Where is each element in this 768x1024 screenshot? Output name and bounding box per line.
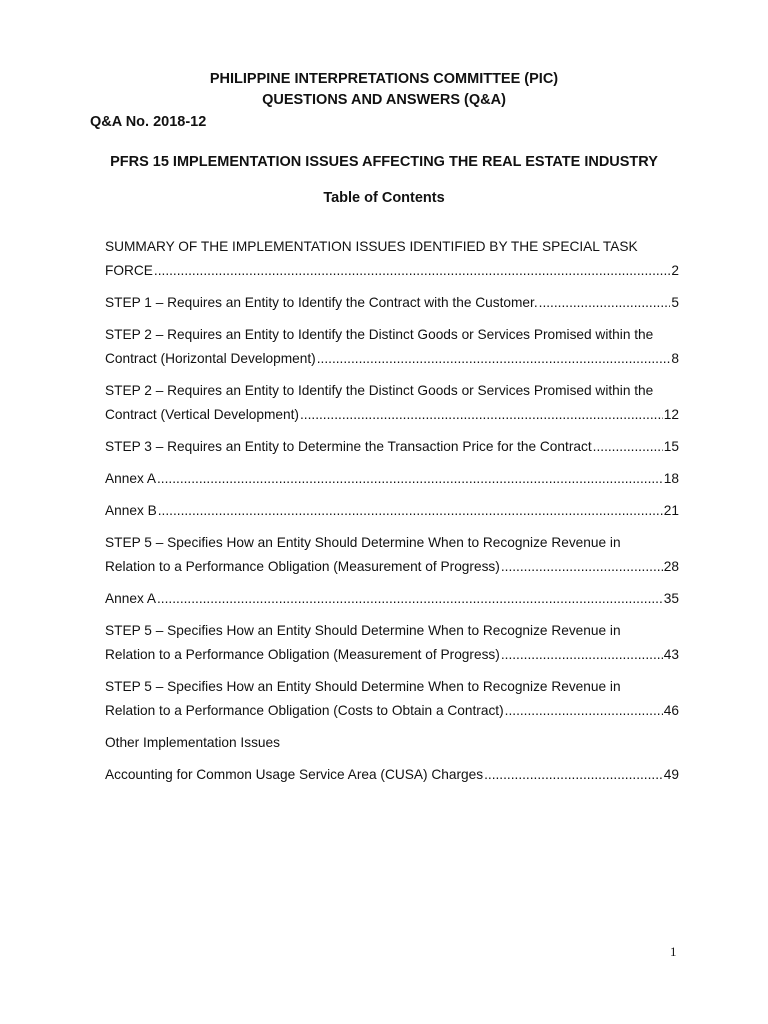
- toc-entry-text: Accounting for Common Usage Service Area (CUSA) Charges: [105, 767, 484, 782]
- toc-entry-step2-horizontal[interactable]: [105, 323, 679, 371]
- qa-number: Q&A No. 2018-12: [90, 114, 207, 130]
- committee-heading: PHILIPPINE INTERPRETATIONS COMMITTEE (PIC): [209, 71, 559, 87]
- toc-entry-text: Contract (Horizontal Development): [105, 351, 316, 366]
- toc-entry-summary[interactable]: [105, 235, 679, 283]
- toc-entry-text-first: STEP 2 – Requires an Entity to Identify the Distinct Goods or Services Promised within the: [105, 327, 654, 342]
- toc-entry-text: Annex B: [105, 503, 157, 518]
- document-subject: PFRS 15 IMPLEMENTATION ISSUES AFFECTING THE REAL ESTATE INDUSTRY: [110, 154, 658, 170]
- toc-entry-step5-progress-2[interactable]: [105, 619, 679, 667]
- toc-entry-text: Annex A: [105, 471, 156, 486]
- toc-entry-step5-costs[interactable]: [105, 675, 679, 723]
- dot-leader: [300, 403, 663, 427]
- toc-entry-text: FORCE: [105, 263, 153, 278]
- toc-entry-text: Annex A: [105, 591, 156, 606]
- dot-leader: [539, 291, 671, 315]
- toc-page-number: 43: [663, 647, 679, 662]
- toc-entry-text-first: STEP 2 – Requires an Entity to Identify the Distinct Goods or Services Promised within the: [105, 383, 654, 398]
- toc-entry-cusa[interactable]: [105, 763, 679, 787]
- toc-page-number: 5: [671, 295, 679, 310]
- toc-page-number: 18: [663, 471, 679, 486]
- toc-entry-step1[interactable]: [105, 291, 679, 315]
- toc-section-other-issues: [105, 731, 679, 755]
- toc-page-number: 35: [663, 591, 679, 606]
- toc-entry-annex-a[interactable]: [105, 467, 679, 491]
- toc-entry-text: Relation to a Performance Obligation (Costs to Obtain a Contract): [105, 703, 504, 718]
- toc-entry-step3[interactable]: [105, 435, 679, 459]
- dot-leader: [484, 763, 663, 787]
- dot-leader: [157, 587, 663, 611]
- toc-page-number: 46: [663, 703, 679, 718]
- toc-page-number: 12: [663, 407, 679, 422]
- toc-entry-text: STEP 3 – Requires an Entity to Determine the Transaction Price for the Contract: [105, 439, 592, 454]
- qa-heading: QUESTIONS AND ANSWERS (Q&A): [262, 92, 506, 108]
- dot-leader: [501, 555, 663, 579]
- dot-leader: [317, 347, 671, 371]
- toc-page-number: 28: [663, 559, 679, 574]
- toc-entry-text: Relation to a Performance Obligation (Measurement of Progress): [105, 559, 500, 574]
- toc-page-number: 2: [671, 263, 679, 278]
- toc-page-number: 21: [663, 503, 679, 518]
- dot-leader: [154, 259, 670, 283]
- toc-entry-text: Contract (Vertical Development): [105, 407, 299, 422]
- toc-entry-step5-progress[interactable]: [105, 531, 679, 579]
- dot-leader: [505, 699, 663, 723]
- table-of-contents: [105, 235, 679, 795]
- dot-leader: [593, 435, 663, 459]
- toc-entry-text: STEP 1 – Requires an Entity to Identify the Contract with the Customer.: [105, 295, 538, 310]
- toc-title: Table of Contents: [323, 190, 445, 206]
- toc-page-number: 8: [671, 351, 679, 366]
- page-number: 1: [670, 944, 677, 959]
- toc-entry-text-first: STEP 5 – Specifies How an Entity Should Determine When to Recognize Revenue in: [105, 535, 621, 550]
- dot-leader: [158, 499, 663, 523]
- toc-entry-text: Relation to a Performance Obligation (Measurement of Progress): [105, 647, 500, 662]
- toc-entry-text-first: STEP 5 – Specifies How an Entity Should Determine When to Recognize Revenue in: [105, 679, 621, 694]
- toc-entry-annex-a-2[interactable]: [105, 587, 679, 611]
- toc-page-number: 49: [663, 767, 679, 782]
- toc-page-number: 15: [663, 439, 679, 454]
- toc-entry-step2-vertical[interactable]: [105, 379, 679, 427]
- toc-entry-annex-b[interactable]: [105, 499, 679, 523]
- toc-entry-text-first: STEP 5 – Specifies How an Entity Should Determine When to Recognize Revenue in: [105, 623, 621, 638]
- dot-leader: [501, 643, 663, 667]
- toc-section-label: Other Implementation Issues: [105, 735, 280, 750]
- toc-entry-text-first: SUMMARY OF THE IMPLEMENTATION ISSUES IDENTIFIED BY THE SPECIAL TASK: [105, 239, 638, 254]
- dot-leader: [157, 467, 663, 491]
